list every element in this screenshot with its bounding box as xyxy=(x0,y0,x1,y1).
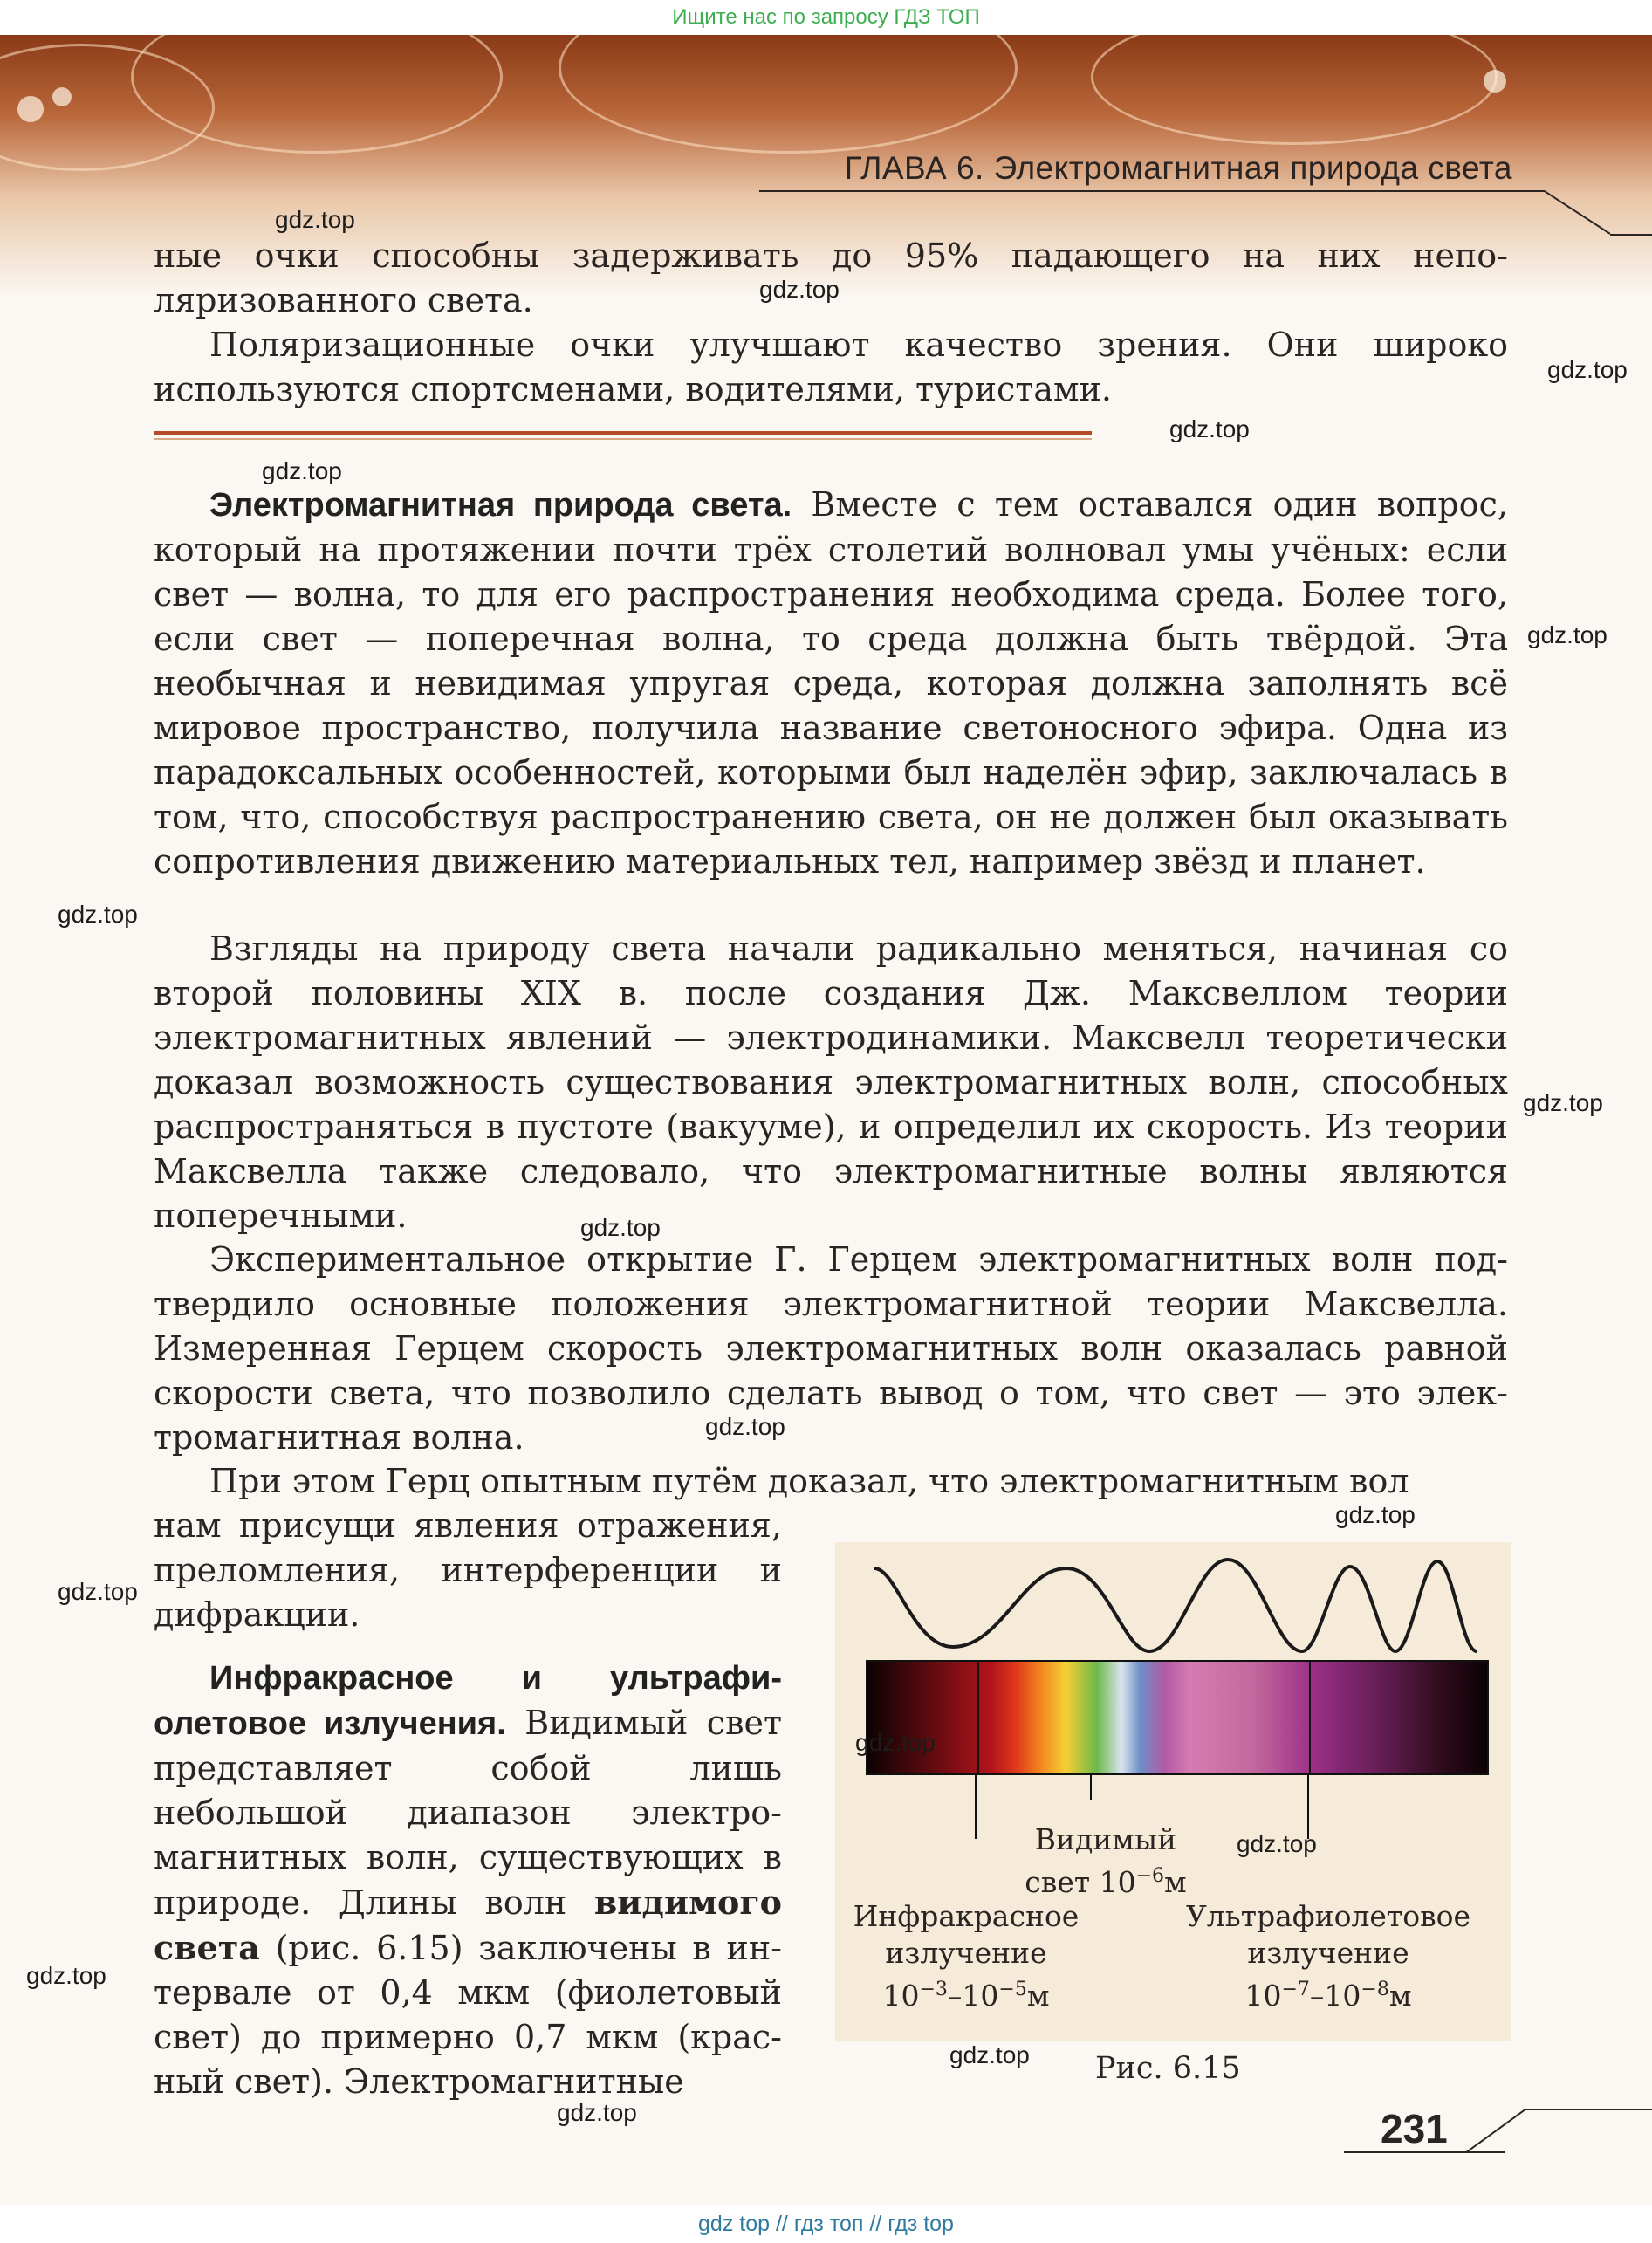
label-ir-line1: Инфракрасное xyxy=(853,1899,1080,1933)
paragraph-em-nature-text: Вместе с тем оставался один вопрос, который на протяжении почти трёх столетий волновал умы учёных: если свет — волна, то для его распространения необходима среда. Более того, если свет — поперечная волна, то среда должна быть твёрдой. Эта необычная и невидимая упругая среда, которая должна заполнять всё мировое пространство, получила название светоносного эфира. Одна из парадоксальных особенностей, которыми был наделён эфир, заключалась в том, что, способствуя распространению света, он не должен был оказывать сопротивления движению материальных тел, например звёзд и планет. xyxy=(154,485,1508,881)
paragraph-em-nature xyxy=(154,483,1508,884)
label-ir-range-base: 10 xyxy=(882,1979,920,2013)
label-uv-range-base: 10 xyxy=(1244,1979,1282,2013)
label-visible-exp: −6 xyxy=(1135,1865,1165,1887)
section-divider-shadow xyxy=(154,438,1092,440)
label-visible-light xyxy=(984,1821,1228,1901)
label-visible-line2: свет 10 xyxy=(1025,1865,1136,1899)
page-number: 231 xyxy=(1381,2106,1448,2151)
label-ir-range-dash: –10 xyxy=(947,1979,999,2013)
bubble-decoration xyxy=(52,87,72,106)
wave-diagram xyxy=(835,1542,1511,1664)
tick-visible xyxy=(1090,1773,1092,1800)
tick-ir xyxy=(975,1773,977,1839)
watermark: gdz.top xyxy=(855,1729,936,1756)
top-banner[interactable]: Ищите нас по запросу ГДЗ ТОП xyxy=(0,0,1652,35)
page-number-rule-diagonal xyxy=(1466,2109,1526,2153)
spectrum-bar xyxy=(866,1660,1489,1775)
bubble-decoration xyxy=(1484,70,1506,93)
bubble-decoration xyxy=(17,96,44,122)
label-uv-range-exp1: −7 xyxy=(1281,1979,1310,2000)
figure-caption: Рис. 6.15 xyxy=(1095,2051,1241,2086)
paragraph-ir-uv xyxy=(154,1656,782,2104)
swirl-decoration xyxy=(1091,35,1498,145)
label-visible-unit: м xyxy=(1164,1865,1187,1899)
paragraph-hertz-properties: нам присущи явления отражения, преломления, интерференции и дифракции. xyxy=(154,1506,782,1634)
swirl-decoration xyxy=(559,35,1018,154)
footer-links[interactable]: gdz top // гдз топ // гдз top xyxy=(0,2205,1652,2243)
label-uv-line2: излучение xyxy=(1247,1936,1409,1970)
paragraph-polarized-glasses: Поляризационные очки улучшают качество зрения. Они широко используются спортсменами, водителями, туристами. xyxy=(154,326,1508,408)
label-uv-line1: Ультрафиолетовое xyxy=(1185,1899,1471,1933)
watermark: gdz.top xyxy=(275,206,355,233)
paragraph-polarized-glasses-end: ные очки способны задерживать до 95% падающего на них неполяризованного света. xyxy=(154,237,1508,319)
watermark: gdz.top xyxy=(580,1214,661,1241)
label-ir-range-exp2: −5 xyxy=(998,1979,1027,2000)
watermark: gdz.top xyxy=(1169,415,1250,442)
label-ultraviolet xyxy=(1154,1898,1503,2014)
section-heading-ir-uv: Инфракрасное и ультрафиолетовое излучения. xyxy=(154,1660,782,1742)
label-ir-range-unit: м xyxy=(1026,1979,1050,2013)
watermark: gdz.top xyxy=(949,2041,1030,2068)
watermark: gdz.top xyxy=(1523,1089,1603,1116)
spectrum-boundary-ir xyxy=(977,1662,979,1773)
wave-line xyxy=(874,1560,1477,1651)
section-heading-em-nature: Электромагнитная природа света. xyxy=(209,487,792,524)
paragraph-hertz: Экспериментальное открытие Г. Герцем электромагнитных волн подтвердило основные положения электромагнитной теории Максвелла. Измеренная Герцем скорость электромагнитных волн оказалась равной скорости света, что позволило сделать вывод о том, что свет — это электромагнитная волна. xyxy=(154,1240,1508,1457)
term-visible-light: видимого света xyxy=(154,1883,782,1967)
watermark: gdz.top xyxy=(58,901,138,928)
watermark: gdz.top xyxy=(1237,1830,1317,1857)
watermark: gdz.top xyxy=(1527,621,1607,648)
paragraph-ir-uv-text-b: (рис. 6.15) заключены в интервале от 0,4 мкм (фиолетовый свет) до примерно 0,7 мкм (красный свет). Электромагнитные xyxy=(154,1929,782,2101)
page-number-rule-top xyxy=(1525,2109,1652,2110)
label-uv-range-exp2: −8 xyxy=(1361,1979,1389,2000)
label-uv-range-dash: –10 xyxy=(1309,1979,1361,2013)
figure-spectrum xyxy=(835,1542,1511,2041)
label-infrared xyxy=(835,1898,1097,2014)
paragraph-ir-uv-text-a: Видимый свет представляет собой лишь небольшой диапазон электромагнитных волн, существующих в природе. Длины волн xyxy=(154,1704,782,1922)
paragraph-maxwell: Взгляды на природу света начали радикально меняться, начиная со второй половины XIX в. после создания Дж. Максвеллом теории электромагнитных явлений — электродинамики. Максвелл теоретически доказал возможность существования электромагнитных волн, способных распространяться в пустоте (вакууме), и определил их скорость. Из теории Максвелла также следовало, что электромагнитные волны являются поперечными. xyxy=(154,929,1508,1235)
header-rule-end xyxy=(1610,234,1652,236)
tick-uv xyxy=(1307,1773,1309,1839)
label-uv-range-unit: м xyxy=(1388,1979,1412,2013)
paragraph-hertz-properties-line: При этом Герц опытным путём доказал, что электромагнитным вол xyxy=(209,1462,1409,1500)
watermark: gdz.top xyxy=(759,276,840,303)
label-visible-line1: Видимый xyxy=(1034,1822,1177,1856)
label-ir-line2: излучение xyxy=(885,1936,1047,1970)
header-rule xyxy=(759,190,1545,192)
section-divider xyxy=(154,431,1092,435)
watermark: gdz.top xyxy=(1335,1501,1416,1528)
watermark: gdz.top xyxy=(58,1578,138,1605)
watermark: gdz.top xyxy=(262,457,342,484)
watermark: gdz.top xyxy=(557,2099,637,2126)
chapter-header: ГЛАВА 6. Электромагнитная природа света xyxy=(844,150,1512,186)
spectrum-boundary-uv xyxy=(1309,1662,1311,1773)
watermark: gdz.top xyxy=(705,1413,785,1440)
label-ir-range-exp1: −3 xyxy=(919,1979,948,2000)
watermark: gdz.top xyxy=(1547,356,1628,383)
watermark: gdz.top xyxy=(26,1962,106,1989)
